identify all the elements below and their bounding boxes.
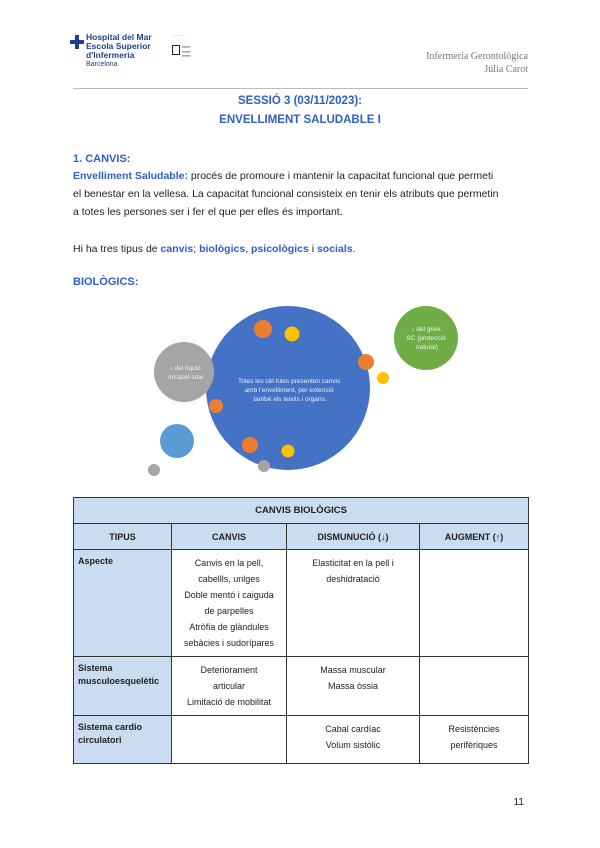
types-comma: , bbox=[245, 243, 252, 255]
definition-paragraph bbox=[73, 167, 531, 221]
header-divider bbox=[73, 88, 528, 89]
yellow-dot-right bbox=[377, 372, 389, 384]
cell-line: Volum sistòlic bbox=[325, 740, 381, 750]
cell-line: perifèriques bbox=[450, 740, 498, 750]
types-canvis: canvis bbox=[160, 243, 194, 255]
column-header-augment: AUGMENT (↑) bbox=[420, 524, 529, 550]
cell-line: Massa muscular bbox=[320, 665, 386, 675]
center-text-line-3: també els teixits i òrgans. bbox=[253, 396, 327, 403]
table-row bbox=[74, 550, 529, 657]
page-number: 11 bbox=[513, 797, 524, 808]
header-info bbox=[426, 50, 528, 76]
yellow-dot-bottom bbox=[282, 445, 295, 458]
table-row bbox=[74, 716, 529, 764]
cell-line: Doble mentó i caiguda bbox=[184, 590, 274, 600]
row-canvis bbox=[172, 550, 287, 657]
types-biologics: biològics bbox=[199, 243, 246, 255]
section-heading-biologics: BIOLÒGICS: bbox=[73, 276, 139, 288]
yellow-dot-top bbox=[285, 327, 300, 342]
cell-line: Elasticitat en la pell i bbox=[312, 558, 394, 568]
session-subtitle: ENVELLIMENT SALUDABLE I bbox=[219, 114, 381, 126]
definition-line-2: el benestar en la vellesa. La capacitat funcional consisteix en tenir els atributs que permetin bbox=[73, 188, 499, 200]
row-augment bbox=[420, 657, 529, 716]
author-name: Júlia Carot bbox=[484, 64, 528, 75]
cell-line: cabellls, unlges bbox=[198, 574, 260, 584]
definition-line-3: a totes les persones ser i fer el que per elles és important. bbox=[73, 206, 343, 218]
small-gray-circle-bottom bbox=[258, 460, 270, 472]
logo-line-3: d'Infermeria bbox=[86, 50, 135, 60]
left-text-line-2: intracel·lular bbox=[168, 374, 204, 381]
section-heading-canvis: 1. CANVIS: bbox=[73, 153, 131, 165]
university-logo: · · · · · · ═══ ═══ ═══ bbox=[172, 33, 191, 58]
orange-dot-right bbox=[358, 354, 374, 370]
left-text-line-1: ↓ del líquid bbox=[169, 365, 201, 372]
column-header-tipus: TIPUS bbox=[74, 524, 172, 550]
row-dismunucio bbox=[287, 716, 420, 764]
row-augment bbox=[420, 716, 529, 764]
center-text-line-2: amb l'envelliment, per extensió bbox=[244, 387, 334, 394]
center-text-line-1: Totes les cèl·lules presenten canvis bbox=[237, 378, 341, 385]
types-paragraph bbox=[73, 240, 531, 258]
row-augment bbox=[420, 550, 529, 657]
column-header-dismunucio: DISMUNUCIÓ (↓) bbox=[287, 524, 420, 550]
logo-line-1: Hospital del Mar bbox=[86, 32, 152, 42]
biological-changes-diagram bbox=[140, 300, 460, 480]
logo-line-2: Escola Superior bbox=[86, 41, 151, 51]
types-separator: ; bbox=[193, 243, 200, 255]
row-dismunucio bbox=[287, 657, 420, 716]
row-canvis bbox=[172, 657, 287, 716]
course-name: Infermeria Gerontològica bbox=[426, 51, 528, 62]
cross-icon bbox=[70, 35, 84, 49]
cell-line: Limitació de mobilitat bbox=[186, 697, 272, 707]
orange-dot-top-left bbox=[254, 320, 272, 338]
small-gray-circle-left bbox=[148, 464, 160, 476]
types-psicologics: psicològics bbox=[251, 243, 309, 255]
cell-line: Resistències bbox=[448, 724, 500, 734]
definition-term: Envelliment Saludable: bbox=[73, 170, 188, 182]
column-header-canvis: CANVIS bbox=[172, 524, 287, 550]
right-text-line-3: natural) bbox=[415, 344, 439, 351]
cell-line: de parpelles bbox=[204, 606, 254, 616]
cell-line: Massa òssia bbox=[327, 681, 379, 691]
row-tipus: Sistema cardio circulatori bbox=[74, 716, 172, 764]
types-period: . bbox=[352, 243, 356, 255]
table-title: CANVIS BIOLÒGICS bbox=[74, 498, 529, 524]
definition-line-1: procés de promoure i mantenir la capacitat funcional que permeti bbox=[187, 170, 494, 182]
row-tipus: Sistema musculoesquelètic bbox=[74, 657, 172, 716]
logo-city: Barcelona bbox=[86, 61, 118, 68]
session-title: SESSIÓ 3 (03/11/2023): bbox=[237, 95, 363, 107]
right-text-line-1: ↓ del greix bbox=[411, 326, 441, 333]
svg-text:Totes les cèl·lules presenten bbox=[238, 378, 342, 403]
row-tipus: Aspecte bbox=[74, 550, 172, 657]
biological-changes-table bbox=[73, 497, 529, 764]
cell-line: deshidratació bbox=[326, 574, 380, 584]
row-canvis bbox=[172, 716, 287, 764]
right-text-line-2: SC (protecció bbox=[406, 335, 446, 342]
types-socials: socials bbox=[316, 243, 353, 255]
cell-line: Cabal cardíac bbox=[325, 724, 381, 734]
left-circle bbox=[154, 342, 214, 402]
cell-line: Canvis en la pell, bbox=[194, 558, 264, 568]
cell-line: articular bbox=[212, 681, 245, 691]
orange-dot-bottom bbox=[242, 437, 258, 453]
cell-line: Atròfia de glàndules bbox=[189, 622, 269, 632]
cell-line: sebàcies i sudorípares bbox=[183, 638, 275, 648]
university-mark-icon bbox=[172, 45, 180, 55]
cell-line: Deteriorament bbox=[200, 665, 258, 675]
types-intro: Hi ha tres tipus de bbox=[73, 243, 161, 255]
row-dismunucio bbox=[287, 550, 420, 657]
types-and: i bbox=[308, 243, 317, 255]
small-blue-circle bbox=[160, 424, 194, 458]
table-row bbox=[74, 657, 529, 716]
orange-dot-left bbox=[209, 399, 223, 413]
